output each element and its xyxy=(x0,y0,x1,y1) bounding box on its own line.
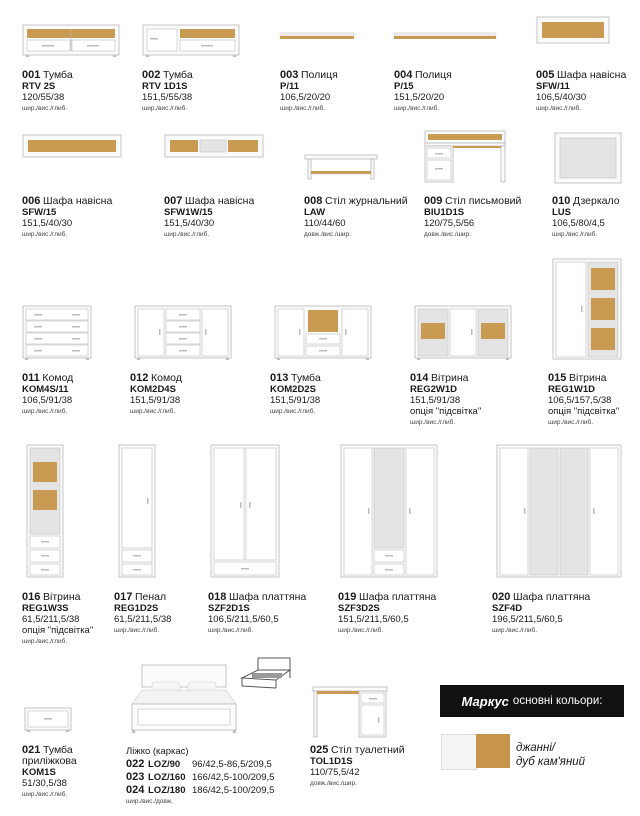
item-number: 014 xyxy=(410,372,429,384)
illustration-bed-frame xyxy=(238,656,294,690)
bed-code: LOZ/160 xyxy=(148,772,186,783)
item-dims: 61,5/211,5/38 xyxy=(114,614,172,625)
bed-number: 022 xyxy=(126,758,145,770)
item-dims: 151,5/40/30 xyxy=(22,218,73,229)
color-name-2: дуб кам'яний xyxy=(516,756,586,768)
bed-row xyxy=(126,784,274,797)
item-dims: 106,5/91/38 xyxy=(22,395,73,406)
item-code: SZF4D xyxy=(492,603,523,614)
item-name: Тумба xyxy=(291,372,321,384)
item-number: 017 xyxy=(114,591,133,603)
illustration-008 xyxy=(304,154,380,184)
bed-dims: 186/42,5-100/209,5 xyxy=(192,785,275,796)
item-name: Вітрина xyxy=(43,591,81,603)
item-dims: 51/30,5/38 xyxy=(22,778,67,789)
item-unit: довж./вис./шир. xyxy=(424,231,471,238)
colors-names xyxy=(516,741,585,769)
item-number: 011 xyxy=(22,372,40,384)
item-number: 008 xyxy=(304,195,323,207)
illustration-021 xyxy=(24,707,74,735)
illustration-015 xyxy=(552,258,624,364)
item-name: Шафа платтяна xyxy=(359,591,437,603)
item-code: TOL1D1S xyxy=(310,756,353,767)
item-unit: шир./вис./глиб. xyxy=(22,638,68,645)
item-013 xyxy=(270,373,321,417)
item-unit: шир./вис./глиб. xyxy=(22,408,68,415)
item-name: Тумба приліжкова xyxy=(22,744,77,767)
illustration-019 xyxy=(340,444,440,582)
item-unit: шир./вис./глиб. xyxy=(22,105,68,112)
item-code: P/15 xyxy=(394,81,414,92)
item-unit: шир./вис./глиб. xyxy=(410,419,456,426)
item-unit: шир./вис./глиб. xyxy=(164,231,210,238)
item-015 xyxy=(548,373,619,428)
item-number: 001 xyxy=(22,69,41,81)
item-010 xyxy=(552,196,620,240)
item-dims: 151,5/91/38 xyxy=(270,395,321,406)
item-025 xyxy=(310,745,405,789)
item-unit: шир./вис./глиб. xyxy=(114,627,160,634)
item-dims: 106,5/80/4,5 xyxy=(552,218,605,229)
item-unit: шир./вис./глиб. xyxy=(22,231,68,238)
item-code: KOM2D4S xyxy=(130,384,176,395)
item-name: Комод xyxy=(42,372,74,384)
colors-header xyxy=(440,685,624,717)
item-dims: 120/55/38 xyxy=(22,92,65,103)
item-number: 004 xyxy=(394,69,413,81)
bed-number: 024 xyxy=(126,784,145,796)
item-019 xyxy=(338,592,436,636)
item-code: REG2W1D xyxy=(410,384,457,395)
item-dims: 151,5/20/20 xyxy=(394,92,445,103)
item-note: опція "підсвітка" xyxy=(410,406,482,417)
item-unit: шир./вис./глиб. xyxy=(492,627,538,634)
illustration-011 xyxy=(22,305,94,363)
bed-number: 023 xyxy=(126,771,145,783)
item-dims: 106,5/157,5/38 xyxy=(548,395,612,406)
item-code: KOM1S xyxy=(22,767,56,778)
color-name-1: джанні/ xyxy=(516,742,556,754)
item-number: 025 xyxy=(310,744,329,756)
item-code: SFW/11 xyxy=(536,81,570,92)
item-code: P/11 xyxy=(280,81,300,92)
item-003 xyxy=(280,70,338,114)
item-unit: шир./вис./глиб. xyxy=(536,105,582,112)
item-number: 006 xyxy=(22,195,41,207)
item-number: 003 xyxy=(280,69,299,81)
item-code: LUS xyxy=(552,207,571,218)
item-number: 005 xyxy=(536,69,555,81)
item-012 xyxy=(130,373,182,417)
item-unit: шир./вис./глиб. xyxy=(208,627,254,634)
item-code: REG1W1D xyxy=(548,384,595,395)
item-unit: шир./вис./глиб. xyxy=(548,419,594,426)
item-code: RTV 1D1S xyxy=(142,81,188,92)
illustration-012 xyxy=(134,305,234,363)
item-unit: довж./вис./шир. xyxy=(310,780,357,787)
item-code: RTV 2S xyxy=(22,81,56,92)
item-note: опція "підсвітка" xyxy=(22,625,94,636)
item-dims: 106,5/211,5/60,5 xyxy=(208,614,279,625)
illustration-001 xyxy=(22,24,122,58)
item-code: SFW/15 xyxy=(22,207,57,218)
item-number: 007 xyxy=(164,195,183,207)
item-dims: 151,5/91/38 xyxy=(130,395,181,406)
item-number: 019 xyxy=(338,591,357,603)
item-name: Полиця xyxy=(415,69,452,81)
item-name: Шафа навісна xyxy=(557,69,627,81)
item-001 xyxy=(22,70,73,114)
item-name: Стіл журнальний xyxy=(325,195,408,207)
item-009 xyxy=(424,196,521,240)
bed-dims: 166/42,5-100/209,5 xyxy=(192,772,275,783)
item-name: Дзеркало xyxy=(573,195,620,207)
item-005 xyxy=(536,70,626,114)
item-name: Тумба xyxy=(43,69,73,81)
brand-name: Маркус xyxy=(461,693,509,709)
item-code: LAW xyxy=(304,207,326,218)
item-dims: 196,5/211,5/60,5 xyxy=(492,614,563,625)
item-name: Шафа платтяна xyxy=(513,591,591,603)
swatch-white xyxy=(441,734,477,770)
item-017 xyxy=(114,592,171,636)
item-008 xyxy=(304,196,408,240)
item-unit: шир./вис./глиб. xyxy=(142,105,188,112)
item-note: опція "підсвітка" xyxy=(548,406,620,417)
item-number: 009 xyxy=(424,195,443,207)
item-006 xyxy=(22,196,112,240)
item-code: KOM4S/11 xyxy=(22,384,69,395)
item-unit: шир./вис./глиб. xyxy=(130,408,176,415)
item-name: Вітрина xyxy=(431,372,469,384)
item-name: Вітрина xyxy=(569,372,607,384)
item-dims: 106,5/40/30 xyxy=(536,92,587,103)
item-number: 002 xyxy=(142,69,161,81)
item-code: REG1W3S xyxy=(22,603,69,614)
item-name: Шафа платтяна xyxy=(229,591,307,603)
item-unit: шир./вис./глиб. xyxy=(22,791,68,798)
item-name: Стіл туалетний xyxy=(331,744,405,756)
item-number: 012 xyxy=(130,372,149,384)
item-dims: 120/75,5/56 xyxy=(424,218,475,229)
illustration-016 xyxy=(26,444,66,582)
item-014 xyxy=(410,373,481,428)
item-code: REG1D2S xyxy=(114,603,159,614)
item-code: SZF3D2S xyxy=(338,603,380,614)
item-unit: шир./вис./глиб. xyxy=(280,105,326,112)
item-004 xyxy=(394,70,452,114)
item-number: 020 xyxy=(492,591,511,603)
illustration-004 xyxy=(394,33,498,41)
item-name: Пенал xyxy=(135,591,167,603)
illustration-005 xyxy=(536,16,612,46)
item-unit: шир./вис./глиб. xyxy=(338,627,384,634)
illustration-010 xyxy=(554,132,624,186)
illustration-013 xyxy=(274,305,374,363)
item-016 xyxy=(22,592,93,647)
bed-code: LOZ/90 xyxy=(148,759,181,770)
item-unit: довж./вис./шир. xyxy=(304,231,351,238)
item-dims: 151,5/55/38 xyxy=(142,92,193,103)
illustration-018 xyxy=(210,444,282,582)
bed-unit: шир./вис./довж. xyxy=(126,798,173,805)
item-number: 018 xyxy=(208,591,227,603)
item-unit: шир./вис./глиб. xyxy=(394,105,440,112)
item-002 xyxy=(142,70,193,114)
item-name: Шафа навісна xyxy=(43,195,113,207)
item-code: SFW1W/15 xyxy=(164,207,213,218)
item-name: Шафа навісна xyxy=(185,195,255,207)
item-code: BIU1D1S xyxy=(424,207,465,218)
illustration-002 xyxy=(142,24,242,58)
item-code: KOM2D2S xyxy=(270,384,316,395)
item-name: Полиця xyxy=(301,69,338,81)
swatch-oak xyxy=(476,734,510,768)
illustration-007 xyxy=(164,134,266,160)
item-number: 013 xyxy=(270,372,289,384)
illustration-025 xyxy=(312,686,390,742)
colors-title: основні кольори: xyxy=(512,695,603,707)
illustration-009 xyxy=(424,130,508,186)
item-020 xyxy=(492,592,590,636)
item-dims: 110/44/60 xyxy=(304,218,346,229)
illustration-014 xyxy=(414,305,514,363)
bed-row xyxy=(126,758,274,771)
item-number: 016 xyxy=(22,591,41,603)
item-number: 010 xyxy=(552,195,571,207)
item-unit: шир./вис./глиб. xyxy=(552,231,598,238)
illustration-bed xyxy=(128,664,240,736)
illustration-003 xyxy=(280,33,356,41)
item-unit: шир./вис./глиб. xyxy=(270,408,316,415)
item-dims: 106,5/20/20 xyxy=(280,92,331,103)
illustration-020 xyxy=(496,444,624,582)
illustration-017 xyxy=(118,444,158,582)
item-018 xyxy=(208,592,306,636)
item-name: Стіл письмовий xyxy=(445,195,522,207)
item-dims: 151,5/40/30 xyxy=(164,218,215,229)
item-dims: 151,5/211,5/60,5 xyxy=(338,614,409,625)
bed-dims: 96/42,5-86,5/209,5 xyxy=(192,759,272,770)
item-code: SZF2D1S xyxy=(208,603,250,614)
bed-code: LOZ/180 xyxy=(148,785,186,796)
item-number: 015 xyxy=(548,372,567,384)
illustration-006 xyxy=(22,134,124,160)
beds-block xyxy=(126,745,274,806)
item-007 xyxy=(164,196,254,240)
bed-row xyxy=(126,771,274,784)
item-dims: 151,5/91/38 xyxy=(410,395,461,406)
item-021 xyxy=(22,745,92,800)
item-dims: 61,5/211,5/38 xyxy=(22,614,80,625)
item-011 xyxy=(22,373,73,417)
item-number: 021 xyxy=(22,744,41,756)
item-name: Тумба xyxy=(163,69,193,81)
beds-title: Ліжко (каркас) xyxy=(126,746,189,757)
item-name: Комод xyxy=(151,372,182,384)
item-dims: 110/75,5/42 xyxy=(310,767,360,778)
